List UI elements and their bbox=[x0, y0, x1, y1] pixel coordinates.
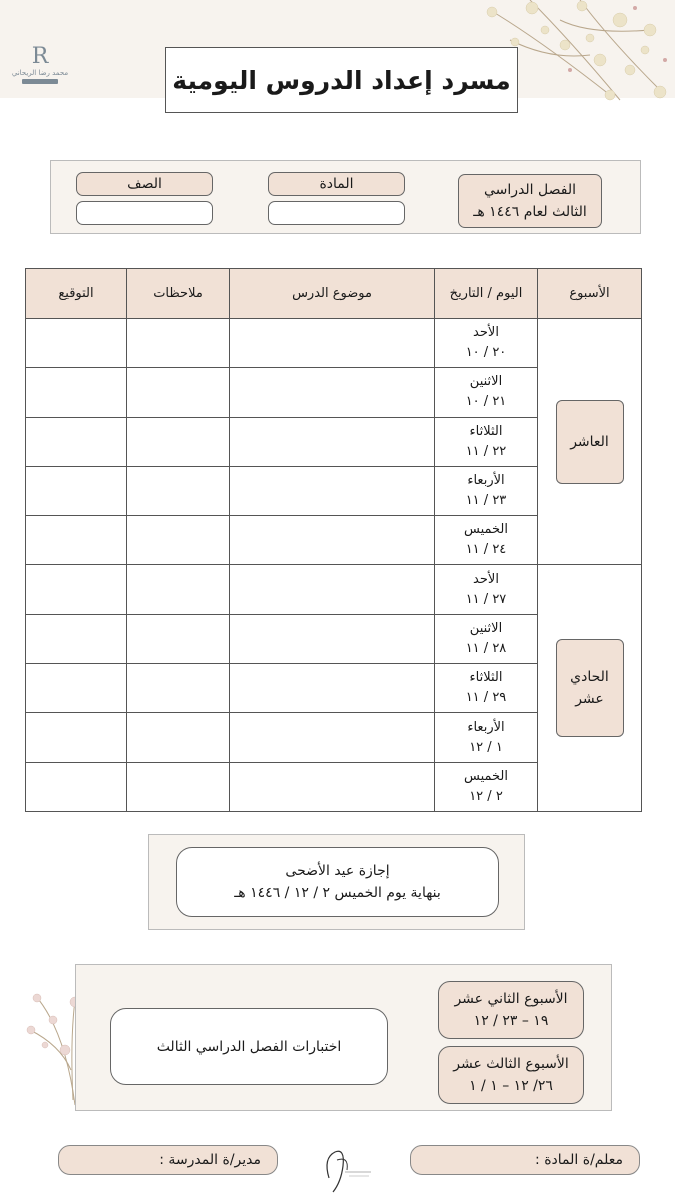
day-date: ٢٧ / ١١ bbox=[465, 591, 507, 607]
day-cell bbox=[435, 713, 538, 762]
semester-badge bbox=[458, 174, 602, 228]
logo-letter: R bbox=[31, 44, 49, 69]
lesson-topic-cell[interactable] bbox=[230, 664, 435, 713]
day-name: الأربعاء bbox=[467, 719, 505, 735]
week12-title: الأسبوع الثاني عشر bbox=[454, 991, 568, 1007]
signature-cell[interactable] bbox=[26, 466, 127, 515]
lesson-topic-cell[interactable] bbox=[230, 713, 435, 762]
header-notes: ملاحظات bbox=[127, 269, 230, 319]
day-cell bbox=[435, 664, 538, 713]
teacher-label: معلم/ة المادة : bbox=[535, 1152, 623, 1168]
notes-cell[interactable] bbox=[127, 417, 230, 466]
holiday-date: بنهاية يوم الخميس ٢ / ١٢ / ١٤٤٦ هـ bbox=[234, 885, 441, 901]
week12-dates: ١٩ – ٢٣ / ١٢ bbox=[473, 1013, 549, 1029]
day-date: ٢٠ / ١٠ bbox=[465, 345, 507, 361]
notes-cell[interactable] bbox=[127, 565, 230, 614]
day-date: ٢٩ / ١١ bbox=[465, 690, 507, 706]
lessons-table bbox=[25, 268, 642, 812]
day-date: ٢٣ / ١١ bbox=[465, 493, 507, 509]
teacher-signature-field[interactable] bbox=[410, 1145, 640, 1175]
semester-label: الفصل الدراسي bbox=[484, 182, 576, 198]
notes-cell[interactable] bbox=[127, 664, 230, 713]
day-name: الثلاثاء bbox=[469, 670, 503, 686]
principal-label: مدير/ة المدرسة : bbox=[159, 1152, 261, 1168]
day-name: الخميس bbox=[464, 768, 508, 784]
day-date: ٢٤ / ١١ bbox=[465, 542, 507, 558]
day-cell bbox=[435, 516, 538, 565]
class-field[interactable] bbox=[76, 201, 213, 225]
week-cell bbox=[538, 565, 642, 811]
week-name: الحادي bbox=[570, 669, 609, 686]
class-label: الصف bbox=[76, 172, 213, 196]
subject-field[interactable] bbox=[268, 201, 405, 225]
table-row bbox=[26, 319, 642, 368]
week12-badge bbox=[438, 981, 584, 1039]
day-date: ١ / ١٢ bbox=[469, 739, 503, 755]
day-cell bbox=[435, 319, 538, 368]
holiday-notice bbox=[176, 847, 499, 917]
week-badge bbox=[556, 400, 624, 484]
table-row bbox=[26, 565, 642, 614]
exams-label: اختبارات الفصل الدراسي الثالث bbox=[110, 1008, 388, 1085]
week-cell bbox=[538, 319, 642, 565]
day-cell bbox=[435, 614, 538, 663]
signature-cell[interactable] bbox=[26, 516, 127, 565]
week13-dates: ٢٦/ ١٢ – ١ / ١ bbox=[469, 1078, 553, 1094]
holiday-title: إجازة عيد الأضحى bbox=[285, 863, 390, 879]
day-cell bbox=[435, 466, 538, 515]
day-name: الأحد bbox=[473, 325, 499, 341]
day-name: الخميس bbox=[464, 522, 508, 538]
header-lesson-topic: موضوع الدرس bbox=[230, 269, 435, 319]
day-cell bbox=[435, 565, 538, 614]
logo bbox=[10, 44, 70, 96]
principal-signature-field[interactable] bbox=[58, 1145, 278, 1175]
day-date: ٢٨ / ١١ bbox=[465, 640, 507, 656]
lesson-topic-cell[interactable] bbox=[230, 516, 435, 565]
day-cell bbox=[435, 417, 538, 466]
page-title: مسرد إعداد الدروس اليومية bbox=[165, 47, 518, 113]
notes-cell[interactable] bbox=[127, 713, 230, 762]
day-name: الأربعاء bbox=[467, 473, 505, 489]
semester-value: الثالث لعام ١٤٤٦ هـ bbox=[473, 204, 587, 220]
day-name: الاثنين bbox=[469, 620, 503, 636]
logo-bar bbox=[22, 79, 58, 84]
day-date: ٢ / ١٢ bbox=[469, 788, 503, 804]
header-week: الأسبوع bbox=[538, 269, 642, 319]
table-header-row bbox=[26, 269, 642, 319]
header-signature: التوقيع bbox=[26, 269, 127, 319]
signature-cell[interactable] bbox=[26, 565, 127, 614]
notes-cell[interactable] bbox=[127, 319, 230, 368]
notes-cell[interactable] bbox=[127, 368, 230, 417]
signature-cell[interactable] bbox=[26, 762, 127, 811]
lesson-topic-cell[interactable] bbox=[230, 614, 435, 663]
notes-cell[interactable] bbox=[127, 466, 230, 515]
subject-label: المادة bbox=[268, 172, 405, 196]
notes-cell[interactable] bbox=[127, 762, 230, 811]
week13-badge bbox=[438, 1046, 584, 1104]
day-name: الثلاثاء bbox=[469, 423, 503, 439]
day-name: الاثنين bbox=[469, 374, 503, 390]
signature-cell[interactable] bbox=[26, 664, 127, 713]
day-date: ٢٢ / ١١ bbox=[465, 443, 507, 459]
lesson-topic-cell[interactable] bbox=[230, 368, 435, 417]
logo-text: محمد رضا الريحاني bbox=[11, 69, 69, 77]
lesson-topic-cell[interactable] bbox=[230, 417, 435, 466]
signature-cell[interactable] bbox=[26, 614, 127, 663]
lesson-topic-cell[interactable] bbox=[230, 762, 435, 811]
signature-logo-icon bbox=[315, 1138, 377, 1200]
day-name: الأحد bbox=[473, 571, 499, 587]
notes-cell[interactable] bbox=[127, 614, 230, 663]
lesson-topic-cell[interactable] bbox=[230, 466, 435, 515]
week-name-line2: عشر bbox=[575, 691, 604, 708]
signature-cell[interactable] bbox=[26, 713, 127, 762]
day-date: ٢١ / ١٠ bbox=[465, 394, 507, 410]
week-badge bbox=[556, 639, 624, 737]
signature-cell[interactable] bbox=[26, 417, 127, 466]
signature-cell[interactable] bbox=[26, 319, 127, 368]
signature-cell[interactable] bbox=[26, 368, 127, 417]
week-name: العاشر bbox=[570, 433, 609, 450]
day-cell bbox=[435, 762, 538, 811]
lesson-topic-cell[interactable] bbox=[230, 565, 435, 614]
day-cell bbox=[435, 368, 538, 417]
notes-cell[interactable] bbox=[127, 516, 230, 565]
lesson-topic-cell[interactable] bbox=[230, 319, 435, 368]
header-day-date: اليوم / التاريخ bbox=[435, 269, 538, 319]
week13-title: الأسبوع الثالث عشر bbox=[453, 1056, 569, 1072]
